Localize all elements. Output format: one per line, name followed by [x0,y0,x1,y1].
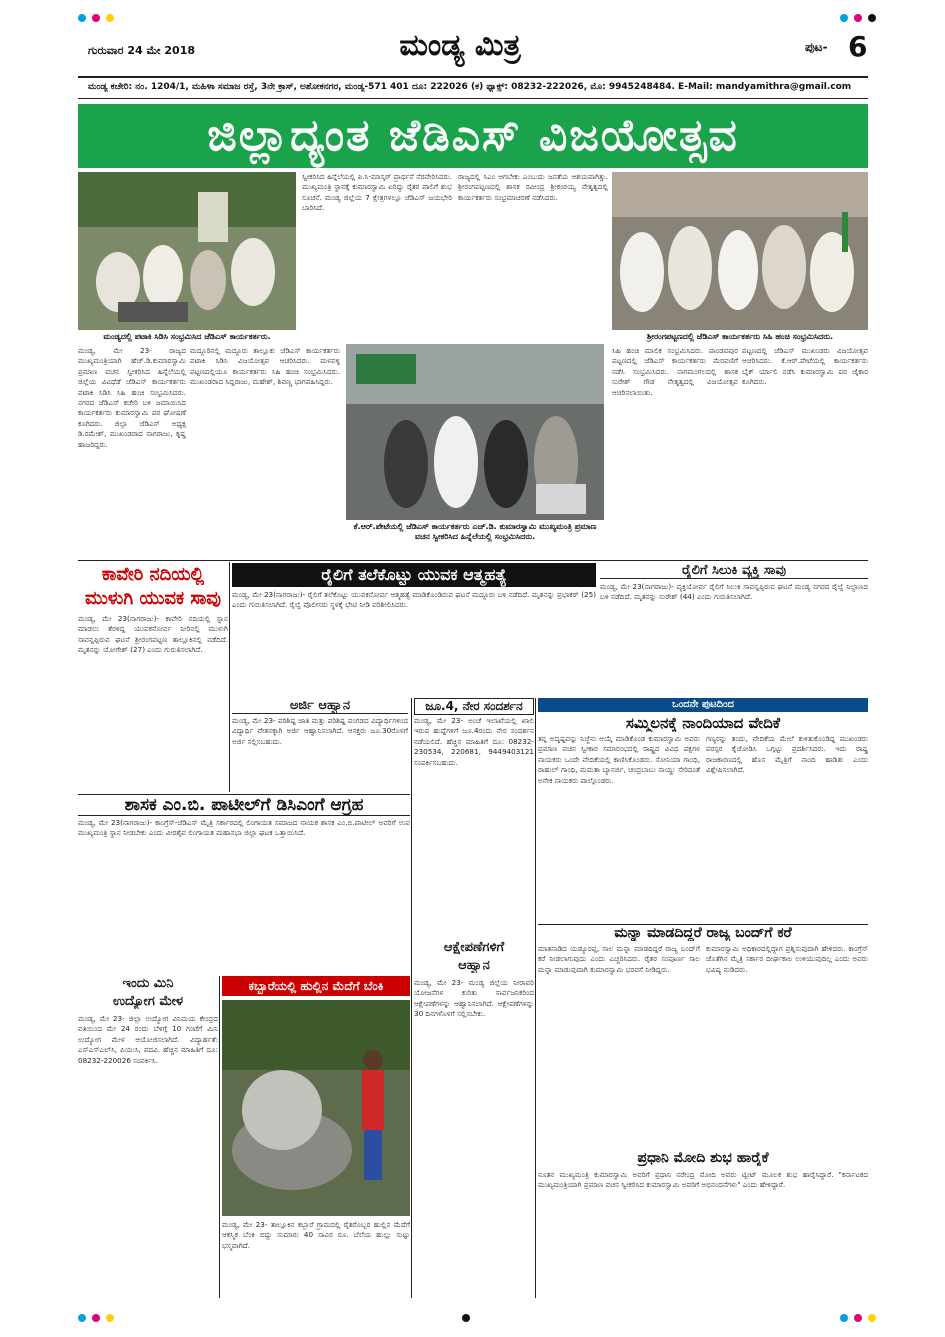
registration-mark [868,1314,876,1322]
story-body: ಮಂಡ್ಯ, ಮೇ 23- ಅಂಚೆ ಇಲಾಖೆಯಲ್ಲಿ ಖಾಲಿ ಇರುವ ಹುದ್ದೆಗಳಿಗೆ ಜೂ.4ರಂದು ನೇರ ಸಂದರ್ಶನ ನಡೆಯಲಿದೆ. ಹೆಚ್ಚಿನ ಮಾಹಿತಿಗೆ ದೂ: 08232-230534, 220681, 9449403121 ಸಂಪರ್ಕಿಸಬಹುದು. [414,716,534,767]
story-body: ನೂತನ ಮುಖ್ಯಮಂತ್ರಿ ಕುಮಾರಸ್ವಾಮಿ ಅವರಿಗೆ ಪ್ರಧಾನಿ ನರೇಂದ್ರ ಮೋದಿ ಅವರು ಟ್ವೀಟ್ ಮೂಲಕ ಶುಭ ಹಾರೈಸಿದ್ದಾರೆ. "ಕರ್ನಾಟಕದ ಮುಖ್ಯಮಂತ್ರಿಯಾಗಿ ಪ್ರಮಾಣ ವಚನ ಸ್ವೀಕರಿಸಿದ ಕುಮಾರಸ್ವಾಮಿ ಅವರಿಗೆ ಅಭಿನಂದನೆಗಳು" ಎಂದು ಹೇಳಿದ್ದಾರೆ. [538,1170,868,1190]
registration-mark [78,14,86,22]
story-headline: ರೈಲಿಗೆ ಸಿಲುಕಿ ವ್ಯಕ್ತಿ ಸಾವು [600,563,868,579]
contact-line: ಮಂಡ್ಯ ಕಚೇರಿ: ನಂ. 1204/1, ಮಹಿಳಾ ಸಮಾಜ ರಸ್ತೆ, 3ನೇ ಕ್ರಾಸ್, ಅಶೋಕನಗರ, ಮಂಡ್ಯ-571 401 ದೂ: 222026 (ಕ) ಫ್ಯಾಕ್ಸ್: 08232-222026, ಮೊ: 9945248484. E-Mail: mandyamithra@gmail.com [88,82,852,92]
story-headline: ಪ್ರಧಾನಿ ಮೋದಿ ಶುಭ ಹಾರೈಕೆ [637,1150,769,1166]
story-headline: ಆಹ್ವಾನ [458,958,490,973]
page-number: 6 [848,30,868,63]
registration-mark [462,1314,470,1322]
registration-mark [92,1314,100,1322]
story-body: ಗಣ್ಯರನ್ನು ತಂದು, ವೇದಿಕೆಯ ಮೇಲೆ ಕುಳಿತುಕೊಂಡಿದ್ದ ಮುಖಂಡರು ಪರಸ್ಪರ ಕೈಜೋಡಿಸಿ ಒಗ್ಗಟ್ಟು ಪ್ರದರ್ಶಿಸಿದರು. ಇದು ರಾಷ್ಟ್ರ ರಾಜಕಾರಣದಲ್ಲಿ ಹೊಸ ಮೈತ್ರಿಗೆ ನಾಂದಿ ಹಾಡಿತು ಎಂದು ವಿಶ್ಲೇಷಿಸಲಾಗಿದೆ. [706,734,868,775]
column-rule [229,562,230,792]
story-headline: ಕಾವೇರಿ ನದಿಯಲ್ಲಿ [101,564,205,585]
registration-mark [854,1314,862,1322]
story-body: ಪಟ್ಟಣದಲ್ಲಿ ಜೆಡಿಎಸ್ ಮುಖಂಡರು ವಿಜಯೋತ್ಸವ ಆಚರಿಸಿದರು. ಕೆ.ಆರ್.ಪೇಟೆಯಲ್ಲಿ ಕಾರ್ಯಕರ್ತರು ಬೈಕ್ ರ್ಯಾಲಿ ನಡೆಸಿ ಕುಮಾರಸ್ವಾಮಿ ಪರ ಜೈಕಾರ ಕೂಗಿದರು. [742,346,868,387]
story-headline: ಮುಳುಗಿ ಯುವಕ ಸಾವು [85,588,221,609]
story-body: ಸ್ವೀಕರಿಸಿದ ಹಿನ್ನೆಲೆಯಲ್ಲಿ ಪಿ.ಸಿ-ಮಾಸ್ಕರ್ ಪ್ರಾರ್ಥನೆ ನೆರವೇರಿಸಿದರು. ಮುಖ್ಯಮಂತ್ರಿ ಸ್ಥಾನಕ್ಕೆ ಕುಮಾರಸ್ವಾಮಿ ಏರಿದ್ದು ರೈತರ ಪಾಲಿಗೆ ಶುಭ ಸೂಚನೆ. ಮಂಡ್ಯ ಜಿಲ್ಲೆಯ 7 ಕ್ಷೇತ್ರಗಳಲ್ಲೂ ಜೆಡಿಎಸ್ ಜಯಭೇರಿ ಬಾರಿಸಿದೆ. [302,172,452,213]
registration-mark [106,1314,114,1322]
photo-caption: ಶ್ರೀರಂಗಪಟ್ಟಣದಲ್ಲಿ ಜೆಡಿಎಸ್ ಕಾರ್ಯಕರ್ತರು ಸಿಹಿ ಹಂಚಿ ಸಂಭ್ರಮಿಸಿದರು. [646,332,834,341]
story-body: ಮಂಡ್ಯ, ಮೇ 23- ರಾಜ್ಯದ ಮುಖ್ಯಮಂತ್ರಿಯಾಗಿ ಹೆಚ್.ಡಿ.ಕುಮಾರಸ್ವಾಮಿ ಪ್ರಮಾಣ ವಚನ ಸ್ವೀಕರಿಸಿದ ಹಿನ್ನೆಲೆಯಲ್ಲಿ ಜಿಲ್ಲೆಯ ವಿವಿಧೆಡೆ ಜೆಡಿಎಸ್ ಕಾರ್ಯಕರ್ತರು ಪಟಾಕಿ ಸಿಡಿಸಿ ಸಿಹಿ ಹಂಚಿ ಸಂಭ್ರಮಿಸಿದರು. ನಗರದ ಜೆಡಿಎಸ್ ಕಚೇರಿ ಬಳಿ ಜಮಾಯಿಸಿದ ಕಾರ್ಯಕರ್ತರು ಕುಮಾರಸ್ವಾಮಿ ಪರ ಘೋಷಣೆ ಕೂಗಿದರು. ಜಿಲ್ಲಾ ಜೆಡಿಎಸ್ ಅಧ್ಯಕ್ಷ ಡಿ.ರಮೇಶ್, ಮುಖಂಡರಾದ ನಾಗರಾಜು, ಕೃಷ್ಣ ಹಾಜರಿದ್ದರು. [78,346,186,449]
issue-date: ಗುರುವಾರ 24 ಮೇ 2018 [88,44,196,57]
registration-mark [840,14,848,22]
column-rule [219,976,220,1298]
column-rule [535,698,536,1298]
newspaper-logo: ಮಂಡ್ಯ ಮಿತ್ರ [399,28,521,63]
story-headline: ಜೂ.4, ನೇರ ಸಂದರ್ಶನ [414,698,534,715]
story-body: ಮದ್ದೂರಿನಲ್ಲಿ ಮದ್ದೂರು ತಾಲ್ಲೂಕು ಜೆಡಿಎಸ್ ಕಾರ್ಯಕರ್ತರು ಪಟಾಕಿ ಸಿಡಿಸಿ ವಿಜಯೋತ್ಸವ ಆಚರಿಸಿದರು. ಮಳವಳ್ಳಿ ಪಟ್ಟಣದಲ್ಲಿಯೂ ಕಾರ್ಯಕರ್ತರು ಸಿಹಿ ಹಂಚಿ ಸಂಭ್ರಮಿಸಿದರು. ಮುಖಂಡರಾದ ಸಿದ್ದರಾಜು, ಮಹೇಶ್, ಶಿವಣ್ಣ ಭಾಗವಹಿಸಿದ್ದರು. [190,346,340,387]
photo-mandya-celebration [78,172,296,330]
masthead-rule [78,76,868,78]
registration-mark [840,1314,848,1322]
contact-rule [78,98,868,99]
story-body: ಮಂಡ್ಯ, ಮೇ 23- ಮಂಡ್ಯ ಜಿಲ್ಲೆಯ ನೀರಾವರಿ ಯೋಜನೆಗಳ ಕುರಿತು ಸಾರ್ವಜನಿಕರಿಂದ ಆಕ್ಷೇಪಣೆಗಳನ್ನು ಆಹ್ವಾನಿಸಲಾಗಿದೆ. ಆಕ್ಷೇಪಣೆಗಳನ್ನು 30 ದಿನಗಳೊಳಗೆ ಸಲ್ಲಿಸಬೇಕು. [414,978,534,1019]
registration-mark [868,14,876,22]
registration-mark [78,1314,86,1322]
registration-mark [92,14,100,22]
photo-caption: ಮಂಡ್ಯದಲ್ಲಿ ಪಟಾಕಿ ಸಿಡಿಸಿ ಸಂಭ್ರಮಿಸಿದ ಜೆಡಿಎಸ್ ಕಾರ್ಯಕರ್ತರು. [103,332,271,341]
photo-caption: ಕೆ.ಆರ್.ಪೇಟೆಯಲ್ಲಿ ಜೆಡಿಎಸ್ ಕಾರ್ಯಕರ್ತರು ಎಚ್.ಡಿ. ಕುಮಾರಸ್ವಾಮಿ ಮುಖ್ಯಮಂತ್ರಿ ಪ್ರಮಾಣ ವಚನ ಸ್ವೀಕರಿಸಿದ ಹಿನ್ನೆಲೆಯಲ್ಲಿ ಸಂಭ್ರಮಿಸಿದರು. [353,522,597,541]
story-body: ರಾಜ್ಯದಲ್ಲಿ ಸಿಎಂ ಆಗಬೇಕು ಎಂಬುದು ಜನತೆಯ ಆಶಯವಾಗಿತ್ತು. ಶ್ರೀರಂಗಪಟ್ಟಣದಲ್ಲಿ ಶಾಸಕ ರವೀಂದ್ರ ಶ್ರೀಕಂಠಯ್ಯ ನೇತೃತ್ವದಲ್ಲಿ ಕಾರ್ಯಕರ್ತರು ಸಂಭ್ರಮಾಚರಣೆ ನಡೆಸಿದರು. [458,172,608,202]
photo-haystack-fire [222,1000,410,1216]
section-tag: ಒಂದನೇ ಪುಟದಿಂದ [538,698,868,712]
story-body: ಮಂಡ್ಯ, ಮೇ 23(ನಾಗರಾಜು)- ರೈಲಿಗೆ ತಲೆಕೊಟ್ಟು ಯುವಕನೋರ್ವ ಆತ್ಮಹತ್ಯೆ ಮಾಡಿಕೊಂಡಿರುವ ಘಟನೆ ಮದ್ದೂರು ಬಳಿ ನಡೆದಿದೆ. ಮೃತನನ್ನು ಪ್ರಭಾಕರ್ (25) ಎಂದು ಗುರುತಿಸಲಾಗಿದೆ. ರೈಲ್ವೆ ಪೊಲೀಸರು ಸ್ಥಳಕ್ಕೆ ಭೇಟಿ ನೀಡಿ ಪರಿಶೀಲಿಸಿದರು. [232,590,596,610]
story-headline: ಶಾಸಕ ಎಂ.ಬಿ. ಪಾಟೀಲ್‌ಗೆ ಡಿಸಿಎಂಗೆ ಆಗ್ರಹ [78,794,410,816]
story-body: ಮಂಡ್ಯ, ಮೇ 23- ಪರಿಶಿಷ್ಟ ಜಾತಿ ಮತ್ತು ಪರಿಶಿಷ್ಟ ಪಂಗಡದ ವಿದ್ಯಾರ್ಥಿಗಳಿಂದ ವಿದ್ಯಾರ್ಥಿ ವೇತನಕ್ಕಾಗಿ ಅರ್ಜಿ ಆಹ್ವಾನಿಸಲಾಗಿದೆ. ಆಸಕ್ತರು ಜೂ.30ರೊಳಗೆ ಅರ್ಜಿ ಸಲ್ಲಿಸಬಹುದು. [232,716,408,746]
story-headline: ಸಮ್ಮಿಲನಕ್ಕೆ ನಾಂದಿಯಾದ ವೇದಿಕೆ [625,714,781,732]
story-body: ಮಾತನಾಡಿದ ಯಡ್ಯೂರಪ್ಪ, ಸಾಲ ಮನ್ನಾ ಮಾಡದಿದ್ದರೆ ರಾಜ್ಯ ಬಂದ್‌ಗೆ ಕರೆ ನೀಡಲಾಗುವುದು ಎಂದು ಎಚ್ಚರಿಸಿದರು. ರೈತರ ಸಂಪೂರ್ಣ ಸಾಲ ಮನ್ನಾ ಮಾಡುವುದಾಗಿ ಕುಮಾರಸ್ವಾಮಿ ಭರವಸೆ ನೀಡಿದ್ದರು. [538,944,700,974]
story-body: ಕುಮಾರಸ್ವಾಮಿ ಅಧಿಕಾರದಲ್ಲಿದ್ದಾಗ ಪ್ರಶ್ನಿಸುವುದಾಗಿ ಹೇಳಿದರು. ಕಾಂಗ್ರೆಸ್ ಜೊತೆಗಿನ ಮೈತ್ರಿ ಸರ್ಕಾರ ದೀರ್ಘಕಾಲ ಉಳಿಯುವುದಿಲ್ಲ ಎಂದು ಅವರು ಭವಿಷ್ಯ ನುಡಿದರು. [706,944,868,974]
story-headline: ಆಕ್ಷೇಪಣೆಗಳಿಗೆ [443,940,505,955]
story-headline: ಇಂದು ಮಿನಿ [122,976,174,991]
registration-mark [106,14,114,22]
story-headline: ಕಬ್ಬಾರೆಯಲ್ಲಿ ಹುಲ್ಲಿನ ಮೆದೆಗೆ ಬೆಂಕಿ [222,976,410,996]
story-body: ಮಂಡ್ಯ, ಮೇ 23(ನಾಗರಾಜು)- ಕಾವೇರಿ ನದಿಯಲ್ಲಿ ಸ್ನಾನ ಮಾಡಲು ತೆರಳಿದ್ದ ಯುವಕನೋರ್ವ ನೀರಿನಲ್ಲಿ ಮುಳುಗಿ ಸಾವನ್ನಪ್ಪಿರುವ ಘಟನೆ ಶ್ರೀರಂಗಪಟ್ಟಣ ತಾಲ್ಲೂಕಿನಲ್ಲಿ ನಡೆದಿದೆ. ಮೃತನನ್ನು ಯೋಗೇಶ್ (27) ಎಂದು ಗುರುತಿಸಲಾಗಿದೆ. [78,614,228,655]
column-rule [411,698,412,1298]
registration-mark [854,14,862,22]
story-headline: ಅರ್ಜಿ ಆಹ್ವಾನ [232,698,408,714]
story-body: ಮಂಡ್ಯ, ಮೇ 23(ನಾಗರಾಜು)- ಕಾಂಗ್ರೆಸ್-ಜೆಡಿಎಸ್ ಮೈತ್ರಿ ಸರ್ಕಾರದಲ್ಲಿ ಲಿಂಗಾಯತ ಸಮಾಜದ ನಾಯಕ ಶಾಸಕ ಎಂ.ಬಿ.ಪಾಟೀಲ್ ಅವರಿಗೆ ಉಪ ಮುಖ್ಯಮಂತ್ರಿ ಸ್ಥಾನ ನೀಡಬೇಕು ಎಂದು ವೀರಶೈವ ಲಿಂಗಾಯತ ಮಹಾಸಭಾ ಜಿಲ್ಲಾ ಘಟಕ ಒತ್ತಾಯಿಸಿದೆ. [78,818,410,838]
page-label: ಪುಟ- [805,40,828,54]
photo-srirangapatna-celebration [612,172,868,330]
story-body: ಸಿಹಿ ಹಂಚಿ ಮಾಲಿಕ ಸಂಭ್ರಮಿಸಿದರು. ಪಾಂಡವಪುರ ಪಟ್ಟಣದಲ್ಲಿ ಜೆಡಿಎಸ್ ಕಾರ್ಯಕರ್ತರು ಮೆರವಣಿಗೆ ನಡೆಸಿ ಸಂಭ್ರಮಿಸಿದರು. ನಾಗಮಂಗಲದಲ್ಲಿ ಶಾಸಕ ಸುರೇಶ್ ಗೌಡ ನೇತೃತ್ವದಲ್ಲಿ ವಿಜಯೋತ್ಸವ ಆಚರಿಸಲಾಯಿತು. [612,346,738,397]
main-headline-banner: ಜಿಲ್ಲಾದ್ಯಂತ ಜೆಡಿಎಸ್ ವಿಜಯೋತ್ಸವ [78,104,868,168]
photo-krpet-celebration [346,344,604,520]
section-rule [78,560,868,561]
story-body: ಮಂಡ್ಯ, ಮೇ 23(ನಾಗರಾಜು)- ವ್ಯಕ್ತಿಯೋರ್ವ ರೈಲಿಗೆ ಸಿಲುಕಿ ಸಾವನ್ನಪ್ಪಿರುವ ಘಟನೆ ಮಂಡ್ಯ ನಗರದ ರೈಲ್ವೆ ನಿಲ್ದಾಣದ ಬಳಿ ನಡೆದಿದೆ. ಮೃತನನ್ನು ಸುರೇಶ್ (44) ಎಂದು ಗುರುತಿಸಲಾಗಿದೆ. [600,582,868,602]
story-headline: ರೈಲಿಗೆ ತಲೆಕೊಟ್ಟು ಯುವಕ ಆತ್ಮಹತ್ಯೆ [232,563,596,587]
story-body: ಮಂಡ್ಯ, ಮೇ 23- ಜಿಲ್ಲಾ ಉದ್ಯೋಗ ವಿನಿಮಯ ಕೇಂದ್ರದ ವತಿಯಿಂದ ಮೇ 24 ರಂದು ಬೆಳಿಗ್ಗೆ 10 ಗಂಟೆಗೆ ಮಿನಿ ಉದ್ಯೋಗ ಮೇಳ ಆಯೋಜಿಸಲಾಗಿದೆ. ವಿದ್ಯಾರ್ಹತೆ: ಎಸ್ಎಸ್ಎಲ್‌ಸಿ, ಪಿಯುಸಿ, ಪದವಿ. ಹೆಚ್ಚಿನ ಮಾಹಿತಿಗೆ ದೂ: 08232-220026 ಸಂಪರ್ಕಿಸಿ. [78,1014,218,1065]
story-headline: ಉದ್ಯೋಗ ಮೇಳ [112,994,184,1009]
story-body: ಮಂಡ್ಯ, ಮೇ 23- ತಾಲ್ಲೂಕಿನ ಕಬ್ಬಾರೆ ಗ್ರಾಮದಲ್ಲಿ ರೈತರೊಬ್ಬರ ಹುಲ್ಲಿನ ಮೆದೆಗೆ ಆಕಸ್ಮಿಕ ಬೆಂಕಿ ಬಿದ್ದು ಸುಮಾರು 40 ಸಾವಿರ ರೂ. ಬೆಲೆಯ ಹುಲ್ಲು ಸುಟ್ಟು ಭಸ್ಮವಾಗಿದೆ. [222,1220,410,1250]
story-body: ತನ್ನ ಅದೃಷ್ಟವನ್ನು ನಿಜ್ಜೆನು ಆಯ್ಕೆ ಮಾಡಿಕೊಂಡ ಕುಮಾರಸ್ವಾಮಿ ಅವರು ಪ್ರಮಾಣ ವಚನ ಸ್ವೀಕಾರ ಸಮಾರಂಭದಲ್ಲಿ ರಾಷ್ಟ್ರದ ವಿವಿಧ ಪಕ್ಷಗಳ ನಾಯಕರು ಒಂದೇ ವೇದಿಕೆಯಲ್ಲಿ ಕಾಣಿಸಿಕೊಂಡರು. ಸೋನಿಯಾ ಗಾಂಧಿ, ರಾಹುಲ್ ಗಾಂಧಿ, ಮಮತಾ ಬ್ಯಾನರ್ಜಿ, ಚಂದ್ರಬಾಬು ನಾಯ್ಡು ಸೇರಿದಂತೆ ಅನೇಕ ನಾಯಕರು ಪಾಲ್ಗೊಂಡರು. [538,734,700,785]
story-headline: ಮನ್ನಾ ಮಾಡದಿದ್ದರೆ ರಾಜ್ಯ ಬಂದ್‌ಗೆ ಕರೆ [538,924,868,941]
